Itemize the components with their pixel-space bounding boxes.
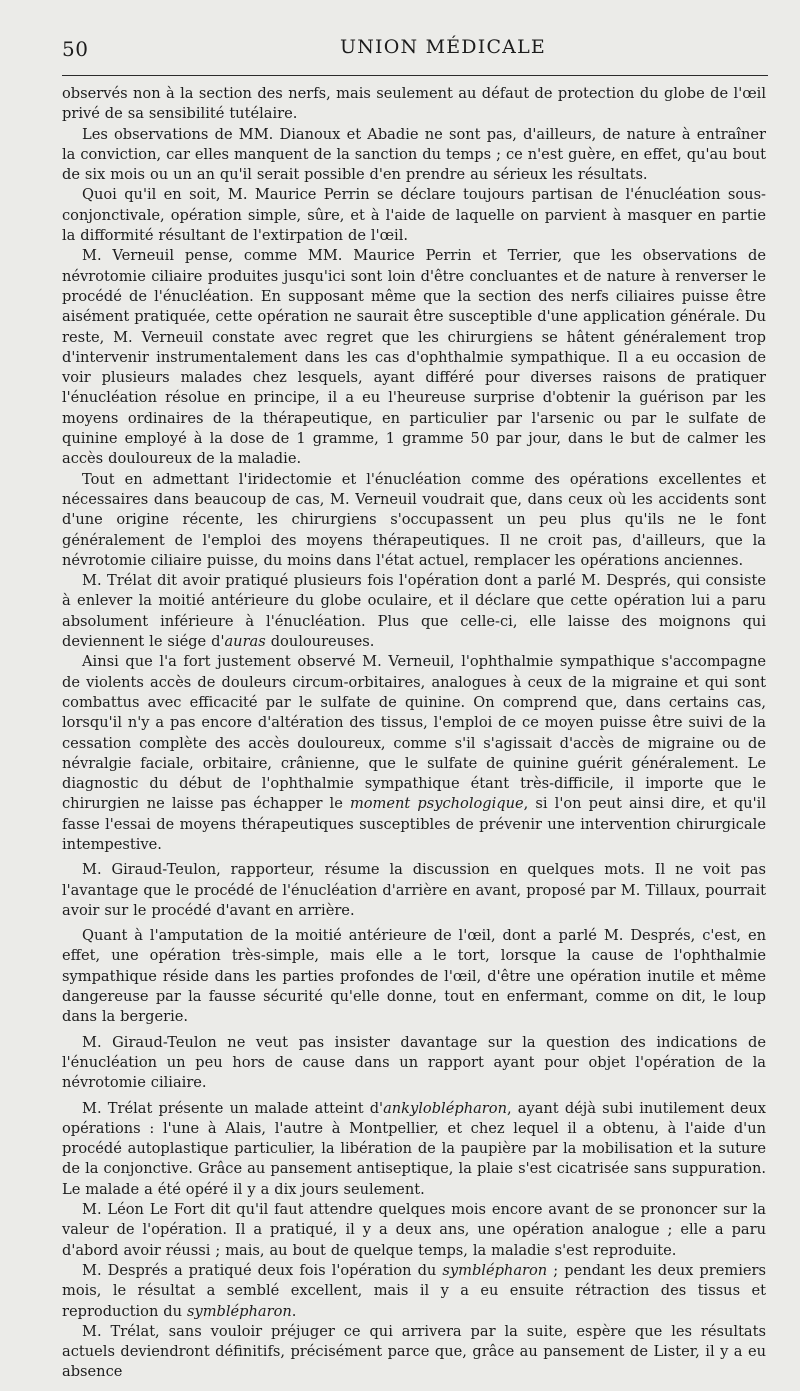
- paragraph: Les observations de MM. Dianoux et Abadie ne sont pas, d'ailleurs, de nature à entraîner la conviction, car elles manquent de la sanction du temps ; ce n'est guère, en effet, qu'au bout de six mois ou un an qu'il serait possible d'en prendre au sérieux les résultats.: [62, 125, 766, 184]
- paragraph: Quoi qu'il en soit, M. Maurice Perrin se déclare toujours partisan de l'énucléation sous-conjonctivale, opération simple, sûre, et à l'aide de laquelle on parvient à masquer en partie la difformité résultant de l'extirpation de l'œil.: [62, 186, 766, 245]
- article-body: [62, 84, 766, 1383]
- running-head: UNION MÉDICALE: [340, 36, 546, 58]
- paragraph: M. Giraud-Teulon ne veut pas insister davantage sur la question des indications de l'énucléation un peu hors de cause dans un rapport ayant pour objet l'opération de la névrotomie ciliaire.: [62, 1033, 766, 1092]
- italic-term: ankyloblépharon: [383, 1099, 507, 1117]
- paragraph: M. Léon Le Fort dit qu'il faut attendre quelques mois encore avant de se prononcer sur la valeur de l'opération. Il a pratiqué, il y a deux ans, une opération analogue ; elle a paru d'abord avoir réussi ; mais, au bout de quelque temps, la maladie s'est reproduite.: [62, 1201, 766, 1259]
- paragraph: Tout en admettant l'iridectomie et l'énucléation comme des opérations excellentes et nécessaires dans beaucoup de cas, M. Verneuil voudrait que, dans ceux où les accidents sont d'une origine récente, les chirurgiens s'occupassent un peu plus qu'ils ne le font généralement de l'emploi des moyens thérapeutiques. Il ne croit pas, d'ailleurs, que la névrotomie ciliaire puisse, du moins dans l'état actuel, remplacer les opérations anciennes.: [62, 470, 766, 569]
- page-header: [62, 34, 766, 62]
- paragraph: observés non à la section des nerfs, mais seulement au défaut de protection du globe de l'œil privé de sa sensibilité tutélaire.: [62, 85, 766, 123]
- paragraph: M. Giraud-Teulon, rapporteur, résume la discussion en quelques mots. Il ne voit pas l'avantage que le procédé de l'énucléation d'arrière en avant, proposé par M. Tillaux, pourrait avoir sur le procédé d'avant en arrière.: [62, 861, 766, 919]
- page-number: 50: [62, 37, 89, 61]
- paragraph: M. Trélat présente un malade atteint d'ankyloblépharon, ayant déjà subi inutilement deux opérations : l'une à Alais, l'autre à Montpellier, et chez lequel il a obtenu, à l'aide d'un procédé autoplastique particulier, la libération de la paupière par la mobilisation et la suture de la conjonctive. Grâce au pansement antiseptique, la plaie s'est cicatrisée sans suppuration. Le malade a été opéré il y a dix jours seulement.: [62, 1099, 767, 1198]
- italic-term: moment psychologique: [349, 795, 524, 813]
- paragraph: Ainsi que l'a fort justement observé M. Verneuil, l'ophthalmie sympathique s'accompagne de violents accès de douleurs circum-orbitaires, analogues à ceux de la migraine et qui sont combattus avec efficacité par le sulfate de quinine. On comprend que, dans certains cas, lorsqu'il n'y a pas encore d'altération des tissus, l'emploi de ce moyen puisse être suivi de la cessation complète des accès douloureux, comme s'il s'agissait d'accès de migraine ou de névralgie faciale, orbitaire, crânienne, que le sulfate de quinine guérit généralement. Le diagnostic du début de l'ophthalmie sympathique étant très-difficile, il importe que le chirurgien ne laisse pas échapper le moment psychologique, si l'on peut ainsi dire, et qu'il fasse l'essai de moyens thérapeutiques susceptibles de prévenir une intervention chirurgicale intempestive.: [62, 653, 767, 853]
- paragraph: M. Després a pratiqué deux fois l'opération du symblépharon ; pendant les deux premiers mois, le résultat a semblé excellent, mais il y a eu ensuite rétraction des tissus et reproduction du symblépharon.: [62, 1261, 766, 1320]
- italic-term: symblépharon: [442, 1261, 548, 1279]
- paragraph: M. Trélat dit avoir pratiqué plusieurs fois l'opération dont a parlé M. Després, qui consiste à enlever la moitié antérieure du globe oculaire, et il déclare que cette opération lui a paru absolument inférieure à l'énucléation. Plus que celle-ci, elle laisse des moignons qui deviennent le siége d'auras douloureuses.: [62, 572, 766, 651]
- italic-term: auras: [224, 633, 266, 651]
- italic-term: symblépharon: [186, 1302, 292, 1320]
- paragraph: M. Verneuil pense, comme MM. Maurice Perrin et Terrier, que les observations de névrotomie ciliaire produites jusqu'ici sont loin d'être concluantes et de nature à renverser le procédé de l'énucléation. En supposant même que la section des nerfs ciliaires puisse être aisément pratiquée, cette opération ne saurait être susceptible d'une application générale. Du reste, M. Verneuil constate avec regret que les chirurgiens se hâtent généralement trop d'intervenir instrumentalement dans les cas d'ophthalmie sympathique. Il a eu occasion de voir plusieurs malades chez lesquels, ayant différé pour diverses raisons de pratiquer l'énucléation résolue en principe, il a eu l'heureuse surprise d'obtenir la guérison par les moyens ordinaires de la thérapeutique, en particulier par l'arsenic ou par le sulfate de quinine employé à la dose de 1 gramme, 1 gramme 50 par jour, dans le but de calmer les accès douloureux de la maladie.: [62, 247, 766, 468]
- header-rule: [62, 75, 768, 76]
- paragraph: M. Trélat, sans vouloir préjuger ce qui arrivera par la suite, espère que les résultats actuels deviendront définitifs, précisément parce que, grâce au pansement de Lister, il y a eu absence: [62, 1322, 766, 1381]
- paragraph: Quant à l'amputation de la moitié antérieure de l'œil, dont a parlé M. Després, c'est, en effet, une opération très-simple, mais elle a le tort, lorsque la cause de l'ophthalmie sympathique réside dans les parties profondes de l'œil, d'être une opération inutile et même dangereuse par la fausse sécurité qu'elle donne, tout en enfermant, comme on dit, le loup dans la bergerie.: [62, 927, 766, 1026]
